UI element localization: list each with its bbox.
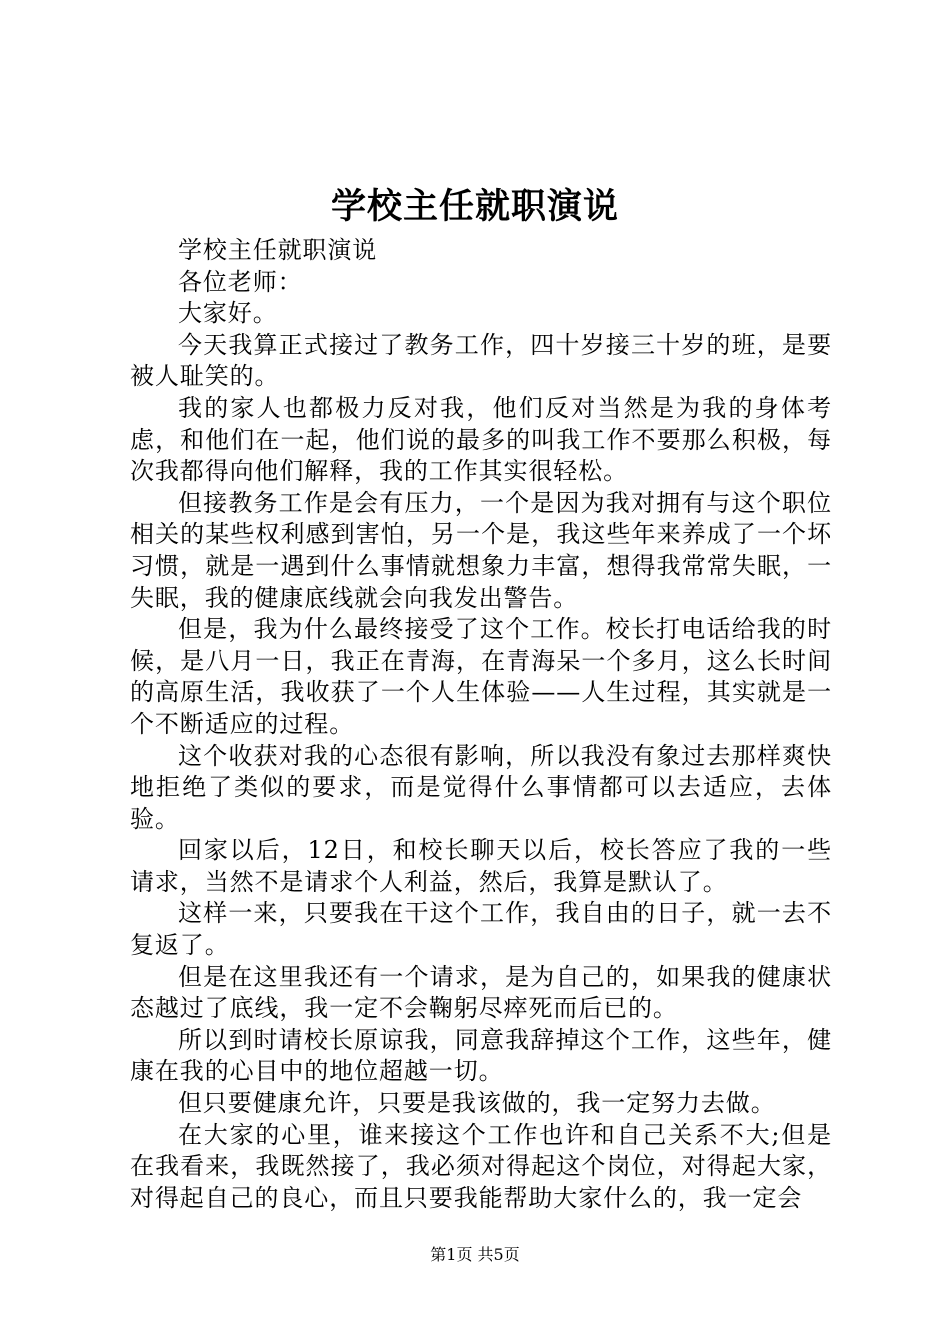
paragraph: 所以到时请校长原谅我，同意我辞掉这个工作，这些年，健康在我的心目中的地位超越一切。 (130, 1025, 832, 1086)
paragraph: 这样一来，只要我在干这个工作，我自由的日子，就一去不复返了。 (130, 899, 832, 960)
paragraph: 这个收获对我的心态很有影响，所以我没有象过去那样爽快地拒绝了类似的要求，而是觉得什么事情都可以去适应，去体验。 (130, 741, 832, 833)
paragraph: 但是，我为什么最终接受了这个工作。校长打电话给我的时候，是八月一日，我正在青海，在青海呆一个多月，这么长时间的高原生活，我收获了一个人生体验——人生过程，其实就是一个不断适应的过程。 (130, 615, 832, 738)
document-title: 学校主任就职演说 (330, 186, 619, 227)
paragraph: 我的家人也都极力反对我，他们反对当然是为我的身体考虑，和他们在一起，他们说的最多的叫我工作不要那么积极，每次我都得向他们解释，我的工作其实很轻松。 (130, 393, 832, 486)
paragraph: 今天我算正式接过了教务工作，四十岁接三十岁的班，是要被人耻笑的。 (130, 330, 832, 391)
paragraph: 在大家的心里，谁来接这个工作也许和自己关系不大;但是在我看来，我既然接了，我必须对得起这个岗位，对得起大家，对得起自己的良心，而且只要我能帮助大家什么的，我一定会 (130, 1120, 832, 1212)
paragraph: 回家以后，12日，和校长聊天以后，校长答应了我的一些请求，当然不是请求个人利益，然后，我算是默认了。 (130, 836, 832, 896)
paragraph: 各位老师： (178, 267, 303, 296)
paragraph: 大家好。 (178, 299, 278, 328)
paragraph: 但只要健康允许，只要是我该做的，我一定努力去做。 (178, 1089, 776, 1118)
page-footer: 第1页 共5页 (430, 1245, 520, 1264)
paragraph: 学校主任就职演说 (178, 236, 378, 264)
document-body (130, 235, 832, 1214)
paragraph: 但接教务工作是会有压力，一个是因为我对拥有与这个职位相关的某些权利感到害怕，另一个是，我这些年来养成了一个坏习惯，就是一遇到什么事情就想象力丰富，想得我常常失眠，一失眠，我的健康底线就会向我发出警告。 (130, 488, 832, 612)
paragraph: 但是在这里我还有一个请求，是为自己的，如果我的健康状态越过了底线，我一定不会鞠躬尽瘁死而后已的。 (130, 962, 832, 1023)
